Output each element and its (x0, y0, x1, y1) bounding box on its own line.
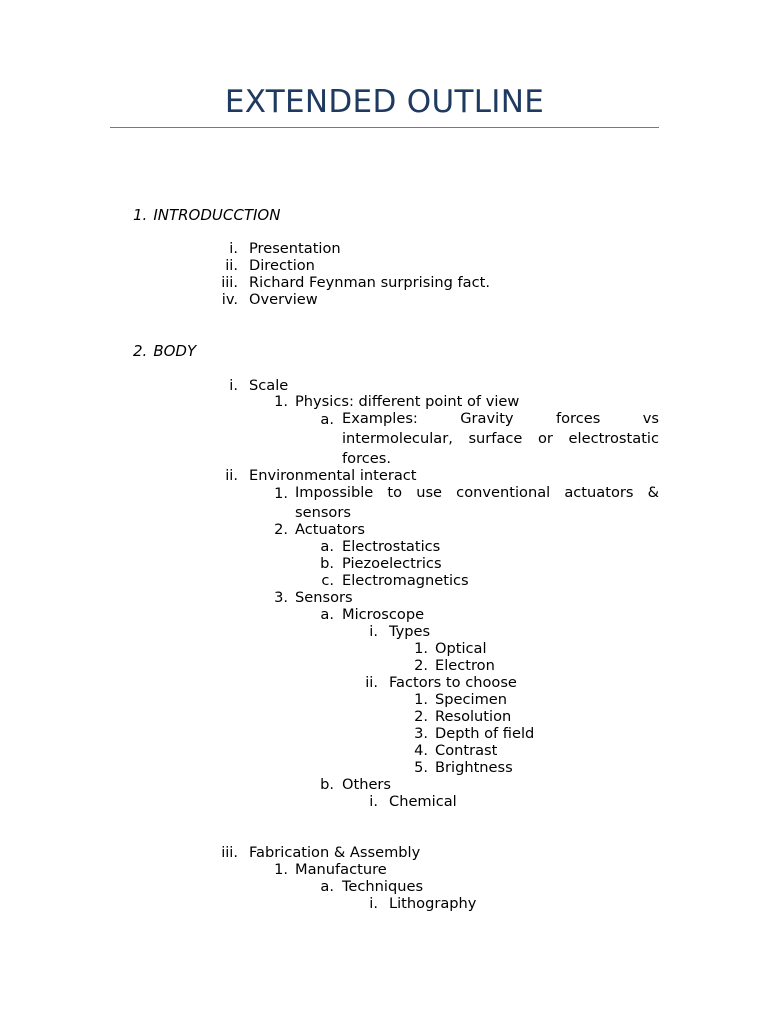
list-item-text: Techniques (342, 878, 424, 895)
list-item-text: Lithography (389, 895, 477, 912)
list-marker: 1. (414, 691, 428, 708)
list-marker: 3. (274, 589, 288, 606)
list-marker: a. (320, 538, 334, 555)
list-item-text: Factors to choose (389, 674, 517, 691)
list-marker: 1. (274, 485, 288, 502)
section-number: 1. (133, 206, 148, 224)
list-marker: 5. (414, 759, 428, 776)
page-title: EXTENDED OUTLINE (224, 84, 545, 120)
section-heading-introduction (133, 206, 280, 224)
list-item-text: Piezoelectrics (342, 555, 442, 572)
section-heading-body (133, 342, 196, 360)
list-item-text: Scale (249, 377, 289, 394)
list-item-text: Chemical (389, 793, 457, 810)
title-divider (110, 127, 659, 128)
list-item-text: Resolution (435, 708, 512, 725)
list-marker: a. (320, 878, 334, 895)
list-marker: ii. (365, 674, 378, 691)
list-item-text: Examples: Gravity forces vs intermolecular, surface or electrostatic forces. (342, 410, 659, 467)
list-marker: iii. (221, 274, 238, 291)
list-item-text: Richard Feynman surprising fact. (249, 274, 491, 291)
list-item-text: Actuators (295, 521, 365, 538)
list-marker: 3. (414, 725, 428, 742)
list-item-text: Contrast (435, 742, 498, 759)
list-marker: b. (320, 776, 334, 793)
list-item-text: Fabrication & Assembly (249, 844, 421, 861)
list-item-text: Impossible to use conventional actuators & sensors (295, 484, 659, 521)
list-marker: 2. (414, 708, 428, 725)
list-item-text: Electron (435, 657, 495, 674)
list-marker: 2. (414, 657, 428, 674)
list-item-text: Presentation (249, 240, 341, 257)
list-marker: i. (369, 623, 378, 640)
list-marker: c. (321, 572, 334, 589)
list-item-text: Overview (249, 291, 318, 308)
list-marker: 1. (274, 393, 288, 410)
list-item-text: Others (342, 776, 392, 793)
list-marker: b. (320, 555, 334, 572)
list-item-text: Manufacture (295, 861, 387, 878)
list-item-text: Electromagnetics (342, 572, 469, 589)
list-item-text: Types (389, 623, 431, 640)
list-item-text: Specimen (435, 691, 508, 708)
list-marker: 1. (414, 640, 428, 657)
section-number: 2. (133, 342, 148, 360)
list-marker: 1. (274, 861, 288, 878)
list-marker: i. (229, 377, 238, 394)
section-title: INTRODUCCTION (153, 206, 281, 224)
list-marker: iii. (221, 844, 238, 861)
list-marker: 4. (414, 742, 428, 759)
list-item-text: Electrostatics (342, 538, 441, 555)
list-marker: i. (229, 240, 238, 257)
list-marker: 2. (274, 521, 288, 538)
list-marker: a. (320, 411, 334, 428)
list-item-text: Sensors (295, 589, 353, 606)
list-item-text: Direction (249, 257, 315, 274)
list-item-text: Environmental interact (249, 467, 417, 484)
list-item-text: Depth of field (435, 725, 535, 742)
list-marker: iv. (221, 291, 238, 308)
list-item-text: Brightness (435, 759, 513, 776)
list-marker: ii. (225, 467, 238, 484)
section-title: BODY (153, 342, 197, 360)
list-item-text: Physics: different point of view (295, 393, 520, 410)
list-marker: a. (320, 606, 334, 623)
list-item-text: Optical (435, 640, 487, 657)
list-item-text: Microscope (342, 606, 425, 623)
list-marker: i. (369, 793, 378, 810)
list-marker: ii. (225, 257, 238, 274)
list-marker: i. (369, 895, 378, 912)
